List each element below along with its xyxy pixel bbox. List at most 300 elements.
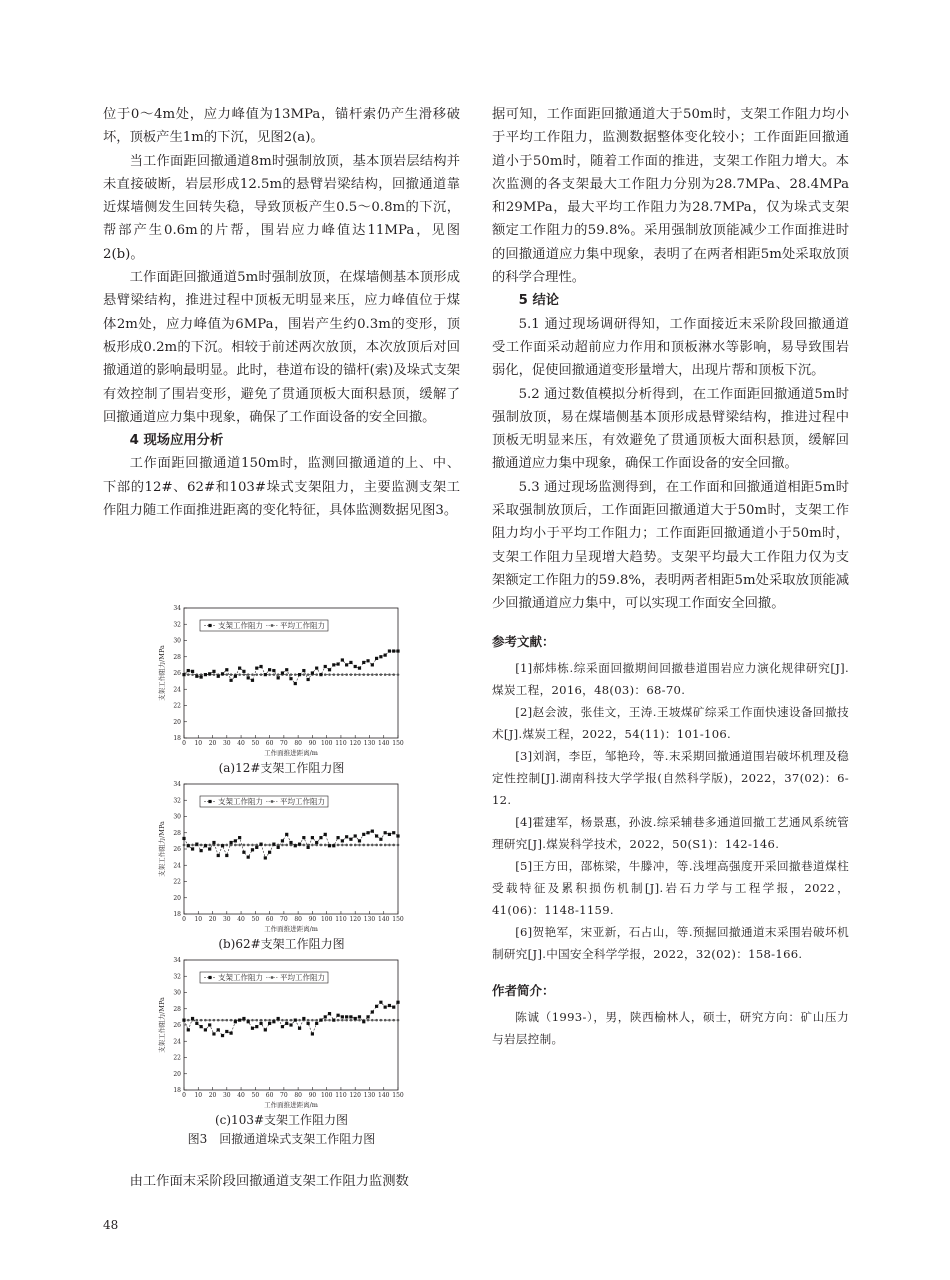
resistance-point: [375, 834, 378, 837]
average-point: [349, 844, 352, 847]
x-tick-label: 130: [363, 916, 375, 923]
y-axis-label: 支架工作阻力/MPa: [157, 997, 166, 1053]
resistance-point: [310, 836, 313, 839]
legend-label-2: 平均工作阻力: [279, 621, 325, 631]
average-point: [341, 844, 344, 847]
average-point: [208, 844, 211, 847]
left-column-bottom: [103, 1170, 460, 1193]
resistance-point: [319, 1019, 322, 1022]
resistance-point: [276, 846, 279, 849]
average-point: [285, 673, 288, 676]
average-point: [323, 1019, 326, 1022]
resistance-point: [310, 671, 313, 674]
average-point: [289, 673, 292, 676]
average-point: [345, 1019, 348, 1022]
resistance-point: [259, 665, 262, 668]
average-point: [366, 673, 369, 676]
average-point: [251, 1019, 254, 1022]
resistance-point: [203, 844, 206, 847]
y-tick-label: 20: [172, 718, 181, 726]
y-tick-label: 22: [172, 878, 181, 886]
subcaption-a: (a)12#支架工作阻力图: [218, 761, 345, 775]
average-point: [285, 844, 288, 847]
reference: [1]郝炜栋.综采面回撤期间回撤巷道围岩应力演化规律研究[J].煤炭工程，2016，48(03)：68-70.: [492, 660, 849, 697]
resistance-point: [392, 1006, 395, 1009]
average-point: [358, 673, 361, 676]
y-tick-label: 30: [172, 637, 181, 645]
resistance-point: [225, 668, 228, 671]
author-heading: 作者简介：: [492, 982, 555, 998]
resistance-point: [263, 856, 266, 859]
average-point: [225, 844, 228, 847]
legend-marker-1: [208, 976, 211, 979]
y-tick-label: 28: [172, 1005, 181, 1013]
average-point: [251, 673, 254, 676]
figure-3: [103, 600, 460, 1147]
average-point: [302, 844, 305, 847]
average-point: [293, 673, 296, 676]
resistance-point: [345, 1015, 348, 1018]
section-heading: 4 现场应用分析: [129, 433, 224, 449]
y-tick-label: 20: [172, 894, 181, 902]
x-tick-label: 50: [251, 916, 259, 923]
resistance-point: [255, 846, 258, 849]
x-tick-label: 60: [265, 740, 273, 747]
resistance-point: [353, 665, 356, 668]
x-tick-label: 140: [377, 1092, 389, 1099]
average-point: [195, 1019, 198, 1022]
average-point: [341, 1019, 344, 1022]
resistance-point: [238, 836, 241, 839]
y-tick-label: 24: [172, 686, 181, 694]
x-tick-label: 80: [293, 740, 302, 747]
resistance-point: [263, 1028, 266, 1031]
average-point: [362, 673, 365, 676]
legend-label-2: 平均工作阻力: [279, 797, 325, 807]
resistance-point: [336, 836, 339, 839]
average-point: [383, 673, 386, 676]
average-point: [392, 844, 395, 847]
resistance-point: [285, 668, 288, 671]
resistance-point: [182, 1019, 185, 1022]
legend-label-1: 支架工作阻力: [217, 621, 263, 631]
x-tick-label: 110: [334, 740, 347, 747]
paragraph: 工作面距回撤通道150m时，监测回撤通道的上、中、下部的12#、62#和103#垛式支架阻力，主要监测支架工作阻力随工作面推进距离的变化特征，具体监测数据见图3。: [103, 456, 460, 519]
x-tick-label: 70: [279, 740, 288, 747]
resistance-point: [242, 1017, 245, 1020]
legend-marker-2: [270, 976, 273, 979]
resistance-point: [195, 675, 198, 678]
resistance-point: [190, 847, 193, 850]
resistance-point: [302, 669, 305, 672]
resistance-point: [302, 836, 305, 839]
resistance-point: [255, 1025, 258, 1028]
average-point: [225, 673, 228, 676]
average-point: [379, 1019, 382, 1022]
y-tick-label: 32: [172, 621, 181, 629]
resistance-point: [242, 851, 245, 854]
resistance-point: [220, 672, 223, 675]
average-point: [328, 673, 331, 676]
average-point: [383, 844, 386, 847]
x-tick-label: 140: [377, 916, 389, 923]
resistance-point: [268, 1022, 271, 1025]
average-point: [268, 844, 271, 847]
x-tick-label: 60: [265, 916, 273, 923]
reference: [5]王方田，邵栋梁，牛滕冲，等.浅埋高强度开采回撤巷道煤柱受载特征及累积损伤机制[J].岩石力学与工程学报，2022，41(06)：1148-1159.: [492, 858, 849, 917]
resistance-point: [199, 675, 202, 678]
x-tick-label: 20: [208, 916, 216, 923]
resistance-point: [203, 673, 206, 676]
resistance-point: [268, 668, 271, 671]
average-point: [229, 673, 232, 676]
average-point: [396, 673, 399, 676]
resistance-point: [366, 831, 369, 834]
resistance-point: [216, 1028, 219, 1031]
average-point: [204, 1019, 207, 1022]
y-tick-label: 34: [172, 957, 181, 964]
resistance-point: [289, 841, 292, 844]
y-tick-label: 28: [172, 653, 181, 661]
x-tick-label: 150: [391, 740, 404, 747]
resistance-point: [285, 1022, 288, 1025]
x-tick-label: 40: [236, 916, 245, 923]
resistance-point: [362, 1020, 365, 1023]
average-point: [315, 1019, 318, 1022]
average-point: [259, 673, 262, 676]
average-point: [191, 844, 194, 847]
reference: [4]霍建军，杨景惠，孙波.综采辅巷多通道回撤工艺通风系统管理研究[J].煤炭科学技术，2022，50(S1)：142-146.: [492, 814, 849, 851]
y-tick-label: 20: [172, 1070, 181, 1078]
left-column: [103, 103, 460, 522]
average-point: [229, 1019, 232, 1022]
x-tick-label: 0: [181, 740, 186, 747]
resistance-point: [195, 1022, 198, 1025]
resistance-point: [306, 1022, 309, 1025]
resistance-point: [387, 1004, 390, 1007]
resistance-point: [383, 831, 386, 834]
average-point: [349, 673, 352, 676]
resistance-point: [319, 673, 322, 676]
y-tick-label: 24: [172, 862, 181, 870]
resistance-point: [315, 841, 318, 844]
resistance-point: [186, 844, 189, 847]
resistance-point: [375, 657, 378, 660]
resistance-point: [289, 1023, 292, 1026]
paragraph: 工作面距回撤通道5m时强制放顶，在煤墙侧基本顶形成悬臂梁结构，推进过程中顶板无明显来压，应力峰值位于煤体2m处，应力峰值为6MPa，围岩产生约0.3m的变形，顶板形成0.2m的下沉。相较于前述两次放顶，本次放顶后对回撤通道的影响最明显。此时，巷道布设的锚杆(索)及垛式支架有效控制了围岩变形，避免了贯通顶板大面积悬顶，缓解了回撤通道应力集中现象，确保了工作面设备的安全回撤。: [103, 270, 460, 425]
average-point: [392, 673, 395, 676]
average-point: [259, 1019, 262, 1022]
average-point: [379, 673, 382, 676]
resistance-point: [383, 654, 386, 657]
average-point: [396, 844, 399, 847]
resistance-point: [345, 835, 348, 838]
resistance-point: [349, 838, 352, 841]
average-point: [323, 673, 326, 676]
resistance-point: [293, 844, 296, 847]
y-axis-label: 支架工作阻力/MPa: [157, 645, 166, 701]
legend-label-1: 支架工作阻力: [217, 797, 263, 807]
average-point: [186, 1019, 189, 1022]
average-point: [349, 1019, 352, 1022]
average-point: [221, 1019, 224, 1022]
resistance-point: [362, 661, 365, 664]
resistance-point: [336, 662, 339, 665]
average-point: [366, 844, 369, 847]
x-tick-label: 150: [391, 916, 404, 923]
x-tick-label: 70: [279, 916, 288, 923]
y-tick-label: 22: [172, 702, 181, 710]
resistance-point: [246, 676, 249, 679]
resistance-point: [268, 851, 271, 854]
resistance-point: [216, 854, 219, 857]
x-tick-label: 90: [308, 740, 316, 747]
resistance-point: [379, 1001, 382, 1004]
x-tick-label: 0: [181, 1092, 186, 1099]
resistance-point: [208, 1023, 211, 1026]
x-tick-label: 20: [208, 1092, 216, 1099]
resistance-point: [340, 1015, 343, 1018]
y-tick-label: 32: [172, 973, 181, 981]
resistance-point: [280, 671, 283, 674]
average-point: [319, 844, 322, 847]
resistance-point: [297, 1027, 300, 1030]
resistance-point: [280, 839, 283, 842]
y-tick-label: 34: [172, 781, 181, 788]
average-point: [186, 673, 189, 676]
page-number: 48: [103, 1218, 119, 1232]
resistance-point: [375, 1005, 378, 1008]
average-point: [285, 1019, 288, 1022]
x-tick-label: 10: [193, 916, 202, 923]
chart-12: [152, 600, 412, 760]
subcaption-b: (b)62#支架工作阻力图: [218, 937, 345, 951]
resistance-point: [306, 846, 309, 849]
average-point: [345, 844, 348, 847]
resistance-point: [212, 670, 215, 673]
average-point: [353, 844, 356, 847]
resistance-point: [332, 663, 335, 666]
average-point: [383, 1019, 386, 1022]
resistance-point: [310, 1032, 313, 1035]
resistance-point: [276, 676, 279, 679]
average-point: [362, 844, 365, 847]
resistance-point: [238, 1019, 241, 1022]
y-tick-label: 26: [172, 846, 181, 853]
average-point: [255, 673, 258, 676]
resistance-point: [336, 1014, 339, 1017]
resistance-point: [263, 673, 266, 676]
paragraph: 据可知，工作面距回撤通道大于50m时，支架工作阻力均小于平均工作阻力，监测数据整体变化较小；工作面距回撤通道小于50m时，随着工作面的推进，支架工作阻力增大。本次监测的各支架最大工作阻力分别为28.7MPa、28.4MPa和29MPa，最大平均工作阻力为28.7MPa，仅为垛式支架额定工作阻力的59.8%。采用强制放顶能减少工作面推进时的回撤通道应力集中现象，表明了在两者相距5m处采取放顶的科学合理性。: [492, 107, 849, 286]
resistance-point: [220, 844, 223, 847]
resistance-point: [259, 843, 262, 846]
resistance-point: [293, 682, 296, 685]
average-point: [298, 1019, 301, 1022]
average-point: [289, 1019, 292, 1022]
y-tick-label: 32: [172, 797, 181, 805]
resistance-point: [370, 1010, 373, 1013]
x-tick-label: 40: [236, 1092, 245, 1099]
resistance-point: [297, 843, 300, 846]
x-tick-label: 120: [348, 916, 361, 923]
average-point: [336, 673, 339, 676]
average-point: [336, 1019, 339, 1022]
x-tick-label: 150: [391, 1092, 404, 1099]
conclusion-3: 5.3 通过现场监测得到，在工作面和回撤通道相距5m时采取强制放顶后，工作面距回撤通道大于50m时，支架工作阻力均小于平均工作阻力；工作面距回撤通道小于50m时，支架工作阻力呈现增大趋势。支架平均最大工作阻力仅为支架额定工作阻力的59.8%，表明两者相距5m处采取放顶能减少回撤通道应力集中，可以实现工作面安全回撤。: [492, 479, 849, 612]
resistance-point: [357, 839, 360, 842]
average-point: [371, 673, 374, 676]
resistance-point: [396, 834, 399, 837]
resistance-point: [272, 1020, 275, 1023]
average-point: [388, 1019, 391, 1022]
resistance-point: [212, 1032, 215, 1035]
average-point: [358, 1019, 361, 1022]
resistance-point: [340, 658, 343, 661]
legend-marker-1: [208, 624, 211, 627]
figure-caption: 图3 回撤通道垛式支架工作阻力图: [187, 1132, 376, 1146]
resistance-point: [362, 833, 365, 836]
x-axis-label: 工作面推进距离/m: [263, 1101, 318, 1109]
legend-label-1: 支架工作阻力: [217, 973, 263, 983]
resistance-point: [366, 1015, 369, 1018]
average-point: [375, 673, 378, 676]
paragraph: 位于0～4m处，应力峰值为13MPa，锚杆索仍产生滑移破坏，顶板产生1m的下沉，见图2(a)。: [103, 107, 460, 146]
resistance-point: [370, 663, 373, 666]
resistance-point: [229, 1032, 232, 1035]
average-point: [216, 844, 219, 847]
x-tick-label: 0: [181, 916, 186, 923]
resistance-point: [233, 839, 236, 842]
x-tick-label: 140: [377, 740, 389, 747]
chart-103: [152, 952, 412, 1112]
average-point: [238, 844, 241, 847]
reference: [6]贺艳军，宋亚新，石占山，等.预掘回撤通道末采围岩破坏机制研究[J].中国安全科学学报，2022，32(02)：158-166.: [492, 924, 849, 961]
conclusion-2: 5.2 通过数值模拟分析得到，在工作面距回撤通道5m时强制放顶，易在煤墙侧基本顶形成悬臂梁结构，推进过程中顶板无明显来压，有效避免了贯通顶板大面积悬顶，缓解回撤通道应力集中现象，确保工作面设备的安全回撤。: [492, 386, 849, 472]
resistance-point: [276, 1017, 279, 1020]
average-point: [199, 1019, 202, 1022]
resistance-point: [396, 649, 399, 652]
x-tick-label: 40: [236, 740, 245, 747]
resistance-point: [306, 678, 309, 681]
resistance-point: [349, 661, 352, 664]
resistance-point: [315, 667, 318, 670]
legend-label-2: 平均工作阻力: [279, 973, 325, 983]
resistance-point: [203, 1028, 206, 1031]
resistance-point: [255, 667, 258, 670]
resistance-point: [392, 831, 395, 834]
resistance-point: [327, 1012, 330, 1015]
resistance-point: [186, 669, 189, 672]
resistance-point: [229, 679, 232, 682]
resistance-point: [297, 673, 300, 676]
resistance-point: [242, 670, 245, 673]
x-tick-label: 10: [193, 740, 202, 747]
average-point: [392, 1019, 395, 1022]
x-tick-label: 20: [208, 740, 216, 747]
average-point: [315, 673, 318, 676]
resistance-point: [238, 667, 241, 670]
reference: [3]刘润，李臣，邹艳玲，等.末采期回撤通道围岩破坏机理及稳定性控制[J].湖南科技大学学报(自然科学版)，2022，37(02)：6-12.: [492, 748, 849, 807]
x-tick-label: 60: [265, 1092, 273, 1099]
resistance-point: [357, 667, 360, 670]
x-tick-label: 110: [334, 1092, 347, 1099]
average-point: [264, 844, 267, 847]
average-point: [281, 1019, 284, 1022]
resistance-point: [233, 1020, 236, 1023]
x-tick-label: 100: [320, 916, 332, 923]
average-point: [212, 1019, 215, 1022]
y-tick-label: 18: [172, 735, 181, 742]
y-tick-label: 22: [172, 1054, 181, 1062]
resistance-point: [379, 655, 382, 658]
legend-marker-2: [270, 800, 273, 803]
average-point: [358, 844, 361, 847]
average-point: [375, 844, 378, 847]
resistance-point: [182, 837, 185, 840]
resistance-point: [250, 679, 253, 682]
y-tick-label: 30: [172, 813, 181, 821]
resistance-point: [195, 843, 198, 846]
resistance-point: [353, 834, 356, 837]
resistance-point: [323, 665, 326, 668]
x-tick-label: 90: [308, 916, 316, 923]
legend-marker-1: [208, 800, 211, 803]
resistance-point: [345, 663, 348, 666]
resistance-point: [323, 1015, 326, 1018]
average-point: [311, 1019, 314, 1022]
y-tick-label: 28: [172, 829, 181, 837]
resistance-point: [246, 1020, 249, 1023]
resistance-point: [233, 675, 236, 678]
y-tick-label: 26: [172, 1022, 181, 1029]
average-point: [212, 673, 215, 676]
x-tick-label: 30: [222, 916, 231, 923]
average-point: [311, 844, 314, 847]
resistance-point: [285, 833, 288, 836]
average-point: [276, 673, 279, 676]
average-point: [242, 844, 245, 847]
y-tick-label: 18: [172, 911, 181, 918]
average-point: [371, 1019, 374, 1022]
average-point: [251, 844, 254, 847]
reference: [2]赵会波，张佳文，王涛.王坡煤矿综采工作面快速设备回撤技术[J].煤炭工程，2022，54(11)：101-106.: [492, 704, 849, 741]
conclusion-1: 5.1 通过现场调研得知，工作面接近末采阶段回撤通道受工作面采动超前应力作用和顶板淋水等影响，易导致围岩弱化，促使回撤通道变形量增大，出现片帮和顶板下沉。: [492, 316, 849, 379]
x-tick-label: 90: [308, 1092, 316, 1099]
y-tick-label: 26: [172, 670, 181, 677]
average-point: [388, 673, 391, 676]
x-tick-label: 50: [251, 740, 259, 747]
resistance-point: [280, 1025, 283, 1028]
resistance-point: [250, 1027, 253, 1030]
average-point: [242, 673, 245, 676]
average-point: [332, 673, 335, 676]
x-tick-label: 10: [193, 1092, 202, 1099]
section-heading: 5 结论: [518, 293, 560, 309]
average-point: [375, 1019, 378, 1022]
paragraph: 由工作面末采阶段回撤通道支架工作阻力监测数: [129, 1174, 409, 1189]
x-tick-label: 130: [363, 1092, 375, 1099]
right-column: [492, 103, 849, 1050]
resistance-point: [250, 848, 253, 851]
average-point: [341, 673, 344, 676]
resistance-point: [190, 1017, 193, 1020]
resistance-point: [387, 649, 390, 652]
resistance-point: [190, 670, 193, 673]
resistance-point: [319, 836, 322, 839]
y-tick-label: 24: [172, 1038, 181, 1046]
resistance-point: [220, 1034, 223, 1037]
x-tick-label: 80: [293, 1092, 302, 1099]
